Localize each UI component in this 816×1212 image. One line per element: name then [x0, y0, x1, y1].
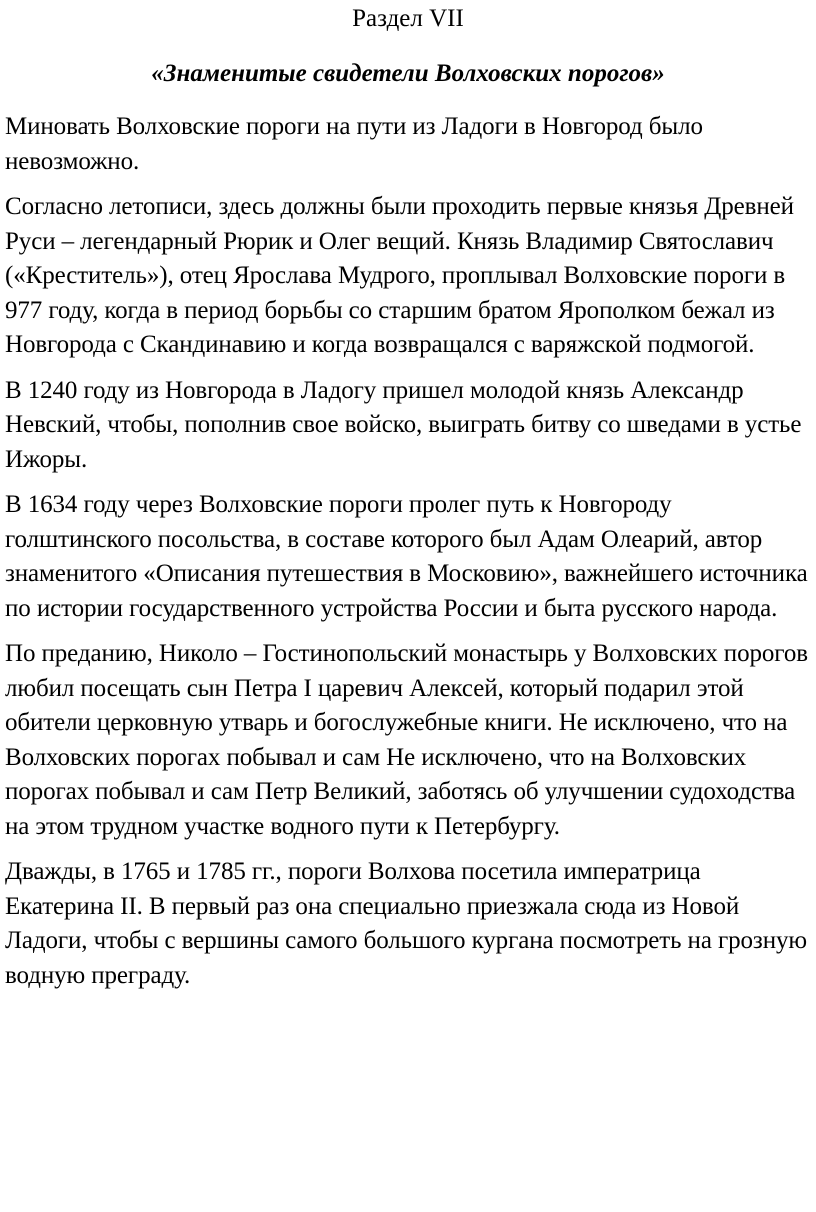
paragraph-5: По преданию, Николо – Гостинопольский монастырь у Волховских порогов любил посещать сын Петра I царевич Алексей, который подарил этой обители церковную утварь и богослужебные книги. Не исключено, что на Волховских порогах побывал и сам Не исключено, что на Волховских порогах побывал и сам Петр Великий, заботясь об улучшении судоходства на этом трудном участке водного пути к Петербургу.	[5, 640, 808, 840]
section-label: Раздел VII	[352, 5, 464, 32]
paragraph-1: Миновать Волховские пороги на пути из Ладоги в Новгород было невозможно.	[5, 113, 703, 175]
document-title: «Знаменитые свидетели Волховских порогов»	[151, 60, 665, 87]
paragraph-6: Дважды, в 1765 и 1785 гг., пороги Волхова посетила императрица Екатерина II. В первый раз она специально приезжала сюда из Новой Ладоги, чтобы с вершины самого большого кургана посмотреть на грозную водную преграду.	[5, 858, 807, 989]
document-body	[5, 110, 811, 1004]
paragraph-3: В 1240 году из Новгорода в Ладогу пришел молодой князь Александр Невский, чтобы, пополнив свое войско, выиграть битву со шведами в устье Ижоры.	[5, 376, 802, 473]
paragraph-4: В 1634 году через Волховские пороги пролег путь к Новгороду голштинского посольства, в составе которого был Адам Олеарий, автор знаменитого «Описания путешествия в Московию», важнейшего источника по истории государственного устройства России и быта русского народа.	[5, 491, 808, 622]
paragraph-2: Согласно летописи, здесь должны были проходить первые князья Древней Руси – легендарный Рюрик и Олег вещий. Князь Владимир Святославич («Креститель»), отец Ярослава Мудрого, проплывал Волховские пороги в 977 году, когда в период борьбы со старшим братом Ярополком бежал из Новгорода с Скандинавию и когда возвращался с варяжской подмогой.	[5, 193, 794, 358]
